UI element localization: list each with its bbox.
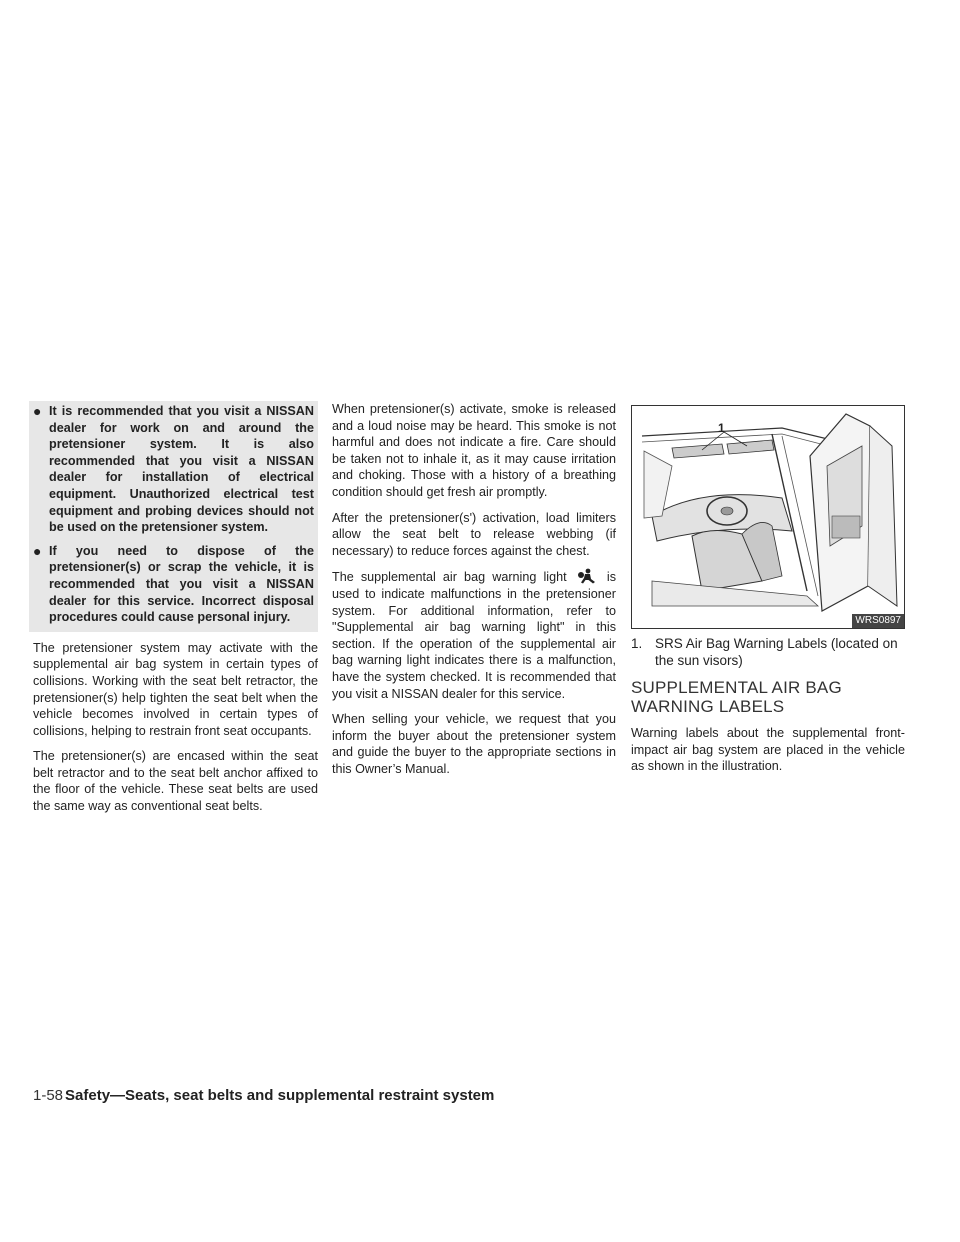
- body-paragraph: After the pretensioner(s') activation, load limiters allow the seat belt to release webbing (if necessary) to reduce forces against the chest.: [332, 510, 616, 558]
- warning-text: It is recommended that you visit a NISSAN dealer for work on and around the pretensioner system. It is also recommended that you visit a NISSAN dealer for installation of electrical equipment. Unauthorized electrical test equipment and probing devices should not be used on the pretensioner system.: [49, 404, 314, 535]
- column-left: [33, 401, 318, 824]
- figure-caption: [631, 635, 905, 669]
- warning-text: If you need to dispose of the pretensioner(s) or scrap the vehicle, it is recommended that you visit a NISSAN dealer for this service. Incorrect disposal procedures could cause personal injury.: [49, 543, 314, 625]
- section-heading: SUPPLEMENTAL AIR BAG WARNING LABELS: [631, 678, 842, 716]
- page-number: 1-58: [33, 1087, 64, 1104]
- bullet-icon: ●: [33, 542, 42, 559]
- figure-callout: 1: [718, 421, 725, 435]
- bullet-icon: ●: [33, 403, 42, 419]
- figure-code: WRS0897: [852, 614, 904, 628]
- body-paragraph: The pretensioner system may activate with the supplemental air bag system in certain types of collisions. Working with the seat belt retractor, the pretensioner(s) help tighten the seat belt when the vehicle becomes involved in certain types of collisions, helping to restrain front seat occupants.: [33, 640, 318, 738]
- warning-item: [33, 543, 314, 626]
- warning-item: [33, 403, 314, 536]
- column-middle: [332, 401, 616, 786]
- warning-box: [29, 401, 318, 632]
- warning-light-text-after: is used to indicate malfunctions in the pretensioner system. For additional information, refer to "Supplemental air bag warning light" in this section. If the operation of the supplemental air bag warning light indicates there is a malfunction, have the system checked. It is recommended that you visit a NISSAN dealer for this service.: [332, 570, 617, 701]
- airbag-label-illustration: [631, 405, 905, 629]
- warning-light-text-before: The supplemental air bag warning light: [332, 570, 567, 585]
- caption-text: SRS Air Bag Warning Labels (located on the sun visors): [655, 636, 898, 668]
- section-paragraph: Warning labels about the supplemental front-impact air bag system are placed in the vehicle as shown in the illustration.: [631, 726, 905, 774]
- airbag-warning-icon: [576, 568, 598, 584]
- body-paragraph: The pretensioner(s) are encased within the seat belt retractor and to the seat belt anchor affixed to the floor of the vehicle. These seat belts are used the same way as conventional seat belts.: [33, 749, 318, 814]
- page-footer: [33, 1087, 494, 1105]
- caption-number: 1.: [631, 636, 643, 651]
- body-paragraph: When pretensioner(s) activate, smoke is released and a loud noise may be heard. This smoke is not harmful and does not indicate a fire. Care should be taken not to inhale it, as it may cause irritation and choking. Those with a history of a breathing condition should get fresh air promptly.: [332, 402, 616, 499]
- body-paragraph: When selling your vehicle, we request that you inform the buyer about the pretensioner system and guide the buyer to the appropriate sections in this Owner’s Manual.: [332, 712, 616, 776]
- footer-section-title: Safety—Seats, seat belts and supplemental restraint system: [65, 1087, 495, 1104]
- car-interior-drawing: [632, 406, 905, 629]
- column-right: [631, 401, 905, 784]
- warning-light-paragraph: [332, 568, 616, 702]
